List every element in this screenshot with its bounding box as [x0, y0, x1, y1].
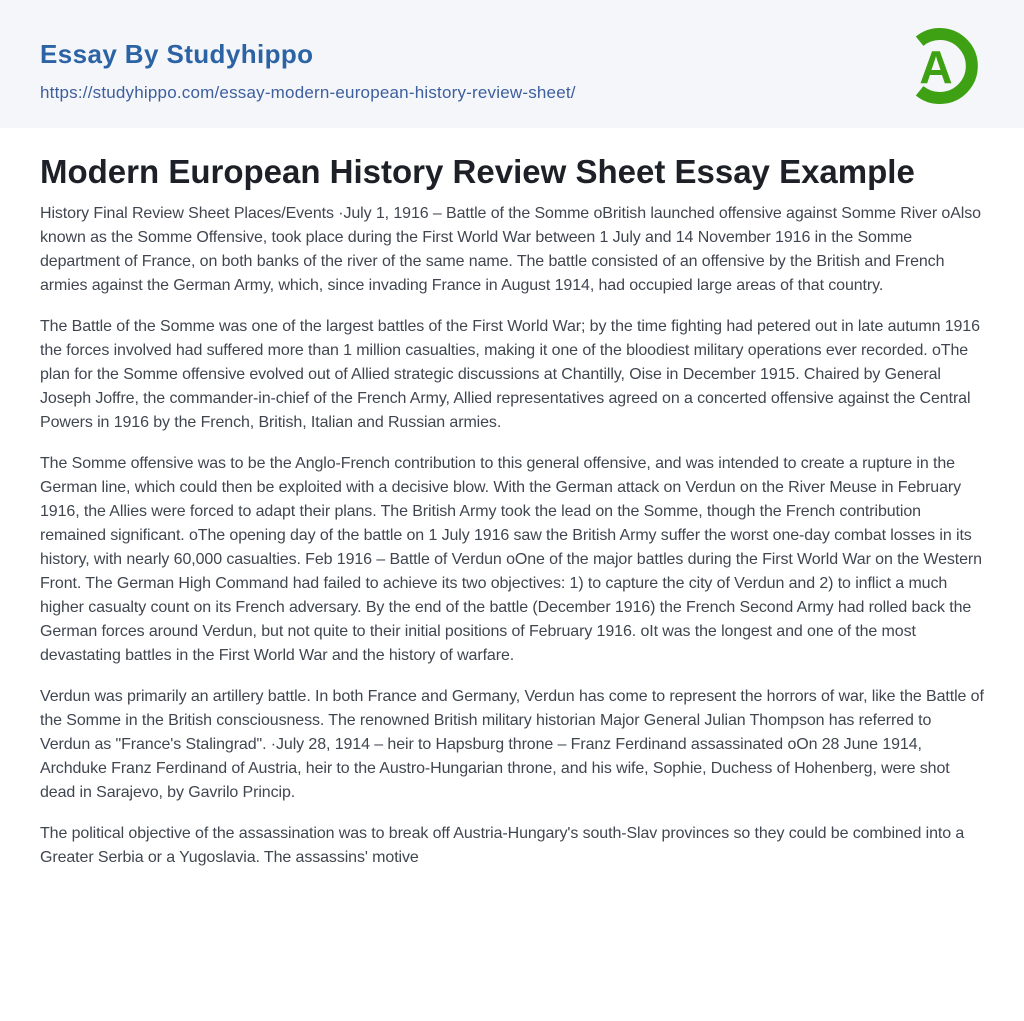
essay-title: Modern European History Review Sheet Essay Example [40, 153, 915, 190]
essay-paragraph-2: The Battle of the Somme was one of the largest battles of the First World War; by the time fighting had petered out in late autumn 1916 the forces involved had suffered more than 1 million casualties, making it one of the bloodiest military operations ever recorded. oThe plan for the Somme offensive evolved out of Allied strategic discussions at Chantilly, Oise in December 1915. Chaired by General Joseph Joffre, the commander-in-chief of the French Army, Allied representatives agreed on a concerted offensive against the Central Powers in 1916 by the French, British, Italian and Russian armies. [40, 318, 980, 431]
logo-letter: A [919, 41, 953, 93]
essay-paragraph-4: Verdun was primarily an artillery battle. In both France and Germany, Verdun has come to represent the horrors of war, like the Battle of the Somme in the British consciousness. The renowned British military historian Major General Julian Thompson has referred to Verdun as "France's Stalingrad". ·July 28, 1914 – heir to Hapsburg throne – Franz Ferdinand assassinated oOn 28 June 1914, Archduke Franz Ferdinand of Austria, heir to the Austro-Hungarian throne, and his wife, Sophie, Duchess of Hohenberg, were shot dead in Sarajevo, by Gavrilo Princip. [40, 688, 984, 801]
essay-paragraph-5: The political objective of the assassination was to break off Austria-Hungary's south-Slav provinces so they could be combined into a Greater Serbia or a Yugoslavia. The assassins' motive [40, 825, 965, 866]
essay-content [0, 128, 1024, 870]
studyhippo-logo-icon [898, 20, 984, 112]
page-header [0, 0, 1024, 128]
header-text-block [40, 25, 576, 103]
page-url-link[interactable]: https://studyhippo.com/essay-modern-european-history-review-sheet/ [40, 83, 576, 102]
essay-paragraph-1: History Final Review Sheet Places/Events ·July 1, 1916 – Battle of the Somme oBritish launched offensive against Somme River oAlso known as the Somme Offensive, took place during the First World War between 1 July and 14 November 1916 in the Somme department of France, on both banks of the river of the same name. The battle consisted of an offensive by the British and French armies against the German Army, which, since invading France in August 1914, had occupied large areas of that country. [40, 205, 981, 294]
essay-paragraph-3: The Somme offensive was to be the Anglo-French contribution to this general offensive, and was intended to create a rupture in the German line, which could then be exploited with a decisive blow. With the German attack on Verdun on the River Meuse in February 1916, the Allies were forced to adapt their plans. The British Army took the lead on the Somme, though the French contribution remained significant. oThe opening day of the battle on 1 July 1916 saw the British Army suffer the worst one-day combat losses in its history, with nearly 60,000 casualties. Feb 1916 – Battle of Verdun oOne of the major battles during the First World War on the Western Front. The German High Command had failed to achieve its two objectives: 1) to capture the city of Verdun and 2) to inflict a much higher casualty count on its French adversary. By the end of the battle (December 1916) the French Second Army had rolled back the German forces around Verdun, but not quite to their initial positions of February 1916. oIt was the longest and one of the most devastating battles in the First World War and the history of warfare. [40, 455, 982, 664]
site-title: Essay By Studyhippo [40, 39, 314, 69]
